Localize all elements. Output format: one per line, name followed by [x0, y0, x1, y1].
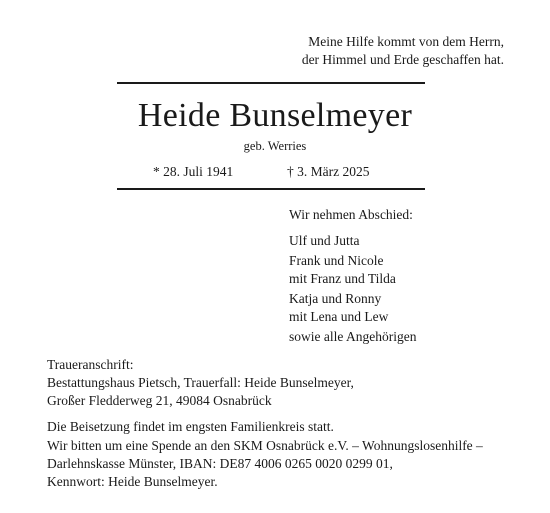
verse-line-1: Meine Hilfe kommt von dem Herrn, [308, 34, 504, 49]
burial-note: Die Beisetzung findet im engsten Familienkreis statt. [47, 419, 334, 434]
mourners-block [289, 206, 416, 349]
top-divider [117, 82, 425, 84]
bible-verse [302, 33, 504, 69]
deceased-name: Heide Bunselmeyer [137, 97, 413, 134]
mourner-group [289, 252, 416, 287]
mourner-line: Frank und Nicole [289, 253, 384, 268]
donation-line: Darlehnskasse Münster, IBAN: DE87 4006 0265 0020 0299 01, [47, 456, 393, 471]
birth-date: * 28. Juli 1941 [153, 164, 234, 179]
bottom-divider [117, 188, 425, 190]
mourning-address [47, 356, 354, 410]
maiden-name: geb. Werries [243, 139, 307, 153]
mourner-line: Katja und Ronny [289, 291, 382, 306]
donation-line: Kennwort: Heide Bunselmeyer. [47, 474, 218, 489]
address-label: Traueranschrift: [47, 357, 134, 372]
donation-request [47, 437, 483, 491]
mourner-line: Ulf und Jutta [289, 232, 360, 248]
address-line: Großer Fledderweg 21, 49084 Osnabrück [47, 393, 272, 408]
mourner-line: sowie alle Angehörigen [289, 329, 417, 344]
mourner-group [289, 328, 416, 346]
verse-line-2: der Himmel und Erde geschaffen hat. [301, 52, 504, 67]
mourner-group [289, 232, 416, 250]
mourner-line: mit Franz und Tilda [289, 270, 396, 286]
donation-line: Wir bitten um eine Spende an den SKM Osnabrück e.V. – Wohnungslosenhilfe – [47, 438, 483, 453]
address-line: Bestattungshaus Pietsch, Trauerfall: Heide Bunselmeyer, [47, 375, 354, 390]
mourner-group [289, 290, 416, 325]
death-date: † 3. März 2025 [287, 164, 370, 179]
mourners-intro: Wir nehmen Abschied: [289, 207, 413, 222]
mourner-line: mit Lena und Lew [289, 308, 389, 324]
